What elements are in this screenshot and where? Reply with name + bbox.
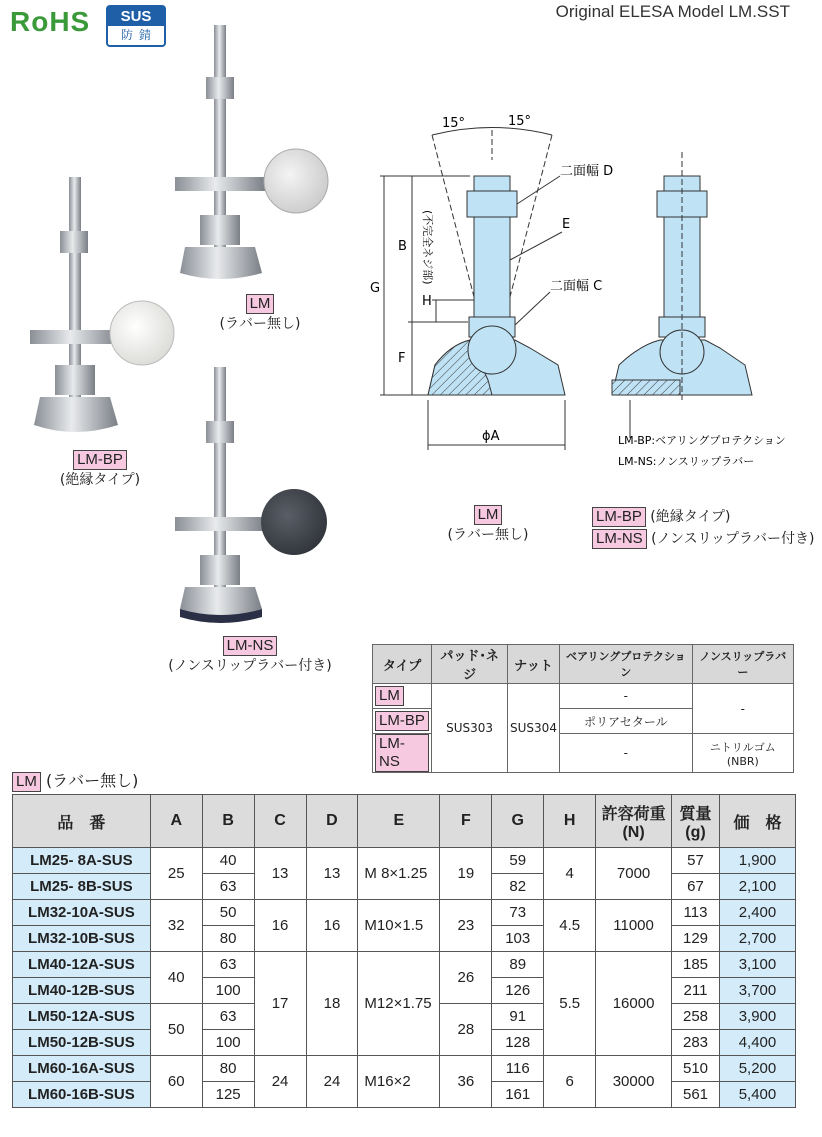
lm-photo-label (200, 294, 320, 334)
part-number: LM60-16A-SUS (13, 1056, 151, 1082)
spec-pad: SUS303 (432, 684, 508, 773)
product-table (12, 794, 796, 1108)
cell-price: 2,700 (719, 926, 795, 952)
cell-b: 63 (202, 874, 254, 900)
header-h: H (544, 795, 596, 848)
cell-g: 82 (492, 874, 544, 900)
cell-a: 50 (150, 1004, 202, 1056)
model-title: Original ELESA Model LM.SST (555, 2, 790, 21)
legend-lm (428, 505, 548, 545)
part-number: LM32-10A-SUS (13, 900, 151, 926)
spec-header: ノンスリップラバー (692, 645, 793, 684)
cell-c: 17 (254, 952, 306, 1056)
angle-right-label: 15° (508, 114, 532, 129)
cell-a: 40 (150, 952, 202, 1004)
incomplete-thread-label: (不完全ネジ部) (421, 210, 434, 285)
cell-h: 5.5 (544, 952, 596, 1056)
header-price: 価 格 (719, 795, 795, 848)
spec-header: ベアリングプロテクション (559, 645, 692, 684)
cell-b: 80 (202, 926, 254, 952)
spec-type-ns: LM-NS (375, 734, 429, 772)
photo-lmns (175, 367, 327, 623)
part-number: LM50-12A-SUS (13, 1004, 151, 1030)
part-number: LM40-12B-SUS (13, 978, 151, 1004)
lmns-caption: (ノンスリップラバー付き) (168, 658, 332, 674)
legend-bp-ns (592, 506, 815, 550)
cell-d: 13 (306, 848, 358, 900)
lmbp-photo-label (40, 450, 160, 490)
cell-price: 3,100 (719, 952, 795, 978)
table-row (13, 1056, 796, 1082)
cell-mass: 258 (672, 1004, 720, 1030)
spec-nut: SUS304 (508, 684, 560, 773)
cell-g: 91 (492, 1004, 544, 1030)
spec-type-bp: LM-BP (375, 711, 429, 731)
legend-ns-tag: LM-NS (592, 529, 647, 549)
cell-mass: 510 (672, 1056, 720, 1082)
cell-g: 116 (492, 1056, 544, 1082)
header-part-number: 品 番 (13, 795, 151, 848)
spec-type-cell (373, 709, 432, 734)
cell-mass: 283 (672, 1030, 720, 1056)
cell-e: M16×2 (358, 1056, 440, 1108)
cell-g: 73 (492, 900, 544, 926)
table-row (13, 952, 796, 978)
angle-left-label: 15° (442, 116, 466, 131)
legend-bp-caption: (絶縁タイプ) (650, 509, 731, 525)
lmns-photo-label (160, 636, 340, 676)
table-row (13, 848, 796, 874)
cell-c: 24 (254, 1056, 306, 1108)
spec-type-lm: LM (375, 686, 404, 706)
spec-bearing: - (559, 684, 692, 709)
label-d: 二面幅 D (560, 164, 614, 179)
cell-f: 36 (440, 1056, 492, 1108)
product-photos (0, 15, 370, 655)
section-caption: (ラバー無し) (45, 771, 139, 790)
spec-header: タイプ (373, 645, 432, 684)
cell-mass: 67 (672, 874, 720, 900)
spec-type-cell (373, 734, 432, 773)
photo-lm (175, 25, 328, 279)
label-e: E (562, 217, 571, 232)
cell-load: 11000 (596, 900, 672, 952)
dim-f: F (398, 351, 406, 366)
sus-badge-top: SUS (108, 7, 164, 26)
technical-drawing (370, 100, 810, 480)
dim-phi-a: ϕA (482, 429, 500, 444)
legend-lm-tag: LM (474, 505, 503, 525)
spec-row (373, 684, 794, 709)
part-number: LM25- 8A-SUS (13, 848, 151, 874)
cell-g: 59 (492, 848, 544, 874)
dim-h: H (422, 294, 432, 309)
lm-caption: (ラバー無し) (219, 316, 301, 332)
cell-f: 23 (440, 900, 492, 952)
part-number: LM25- 8B-SUS (13, 874, 151, 900)
header-f: F (440, 795, 492, 848)
cell-d: 24 (306, 1056, 358, 1108)
part-number: LM50-12B-SUS (13, 1030, 151, 1056)
header-a: A (150, 795, 202, 848)
spec-rubber: ニトリルゴム(NBR) (692, 734, 793, 773)
cell-b: 100 (202, 978, 254, 1004)
cell-a: 60 (150, 1056, 202, 1108)
cell-b: 100 (202, 1030, 254, 1056)
header-d: D (306, 795, 358, 848)
cell-e: M 8×1.25 (358, 848, 440, 900)
spec-header-row (373, 645, 794, 684)
header-g: G (492, 795, 544, 848)
cell-f: 26 (440, 952, 492, 1004)
cell-mass: 561 (672, 1082, 720, 1108)
cell-mass: 57 (672, 848, 720, 874)
cell-b: 125 (202, 1082, 254, 1108)
lmns-tag: LM-NS (223, 636, 278, 656)
cell-price: 4,400 (719, 1030, 795, 1056)
header-load (596, 795, 672, 848)
header-mass-2: (g) (685, 823, 706, 841)
cell-b: 63 (202, 952, 254, 978)
spec-bearing: ポリアセタール (559, 709, 692, 734)
cell-g: 128 (492, 1030, 544, 1056)
lm-tag: LM (246, 294, 275, 314)
part-number: LM32-10B-SUS (13, 926, 151, 952)
legend-bp-tag: LM-BP (592, 507, 646, 527)
spec-type-cell (373, 684, 432, 709)
cell-h: 6 (544, 1056, 596, 1108)
cell-g: 89 (492, 952, 544, 978)
cell-c: 13 (254, 848, 306, 900)
cell-load: 16000 (596, 952, 672, 1056)
header-c: C (254, 795, 306, 848)
part-number: LM40-12A-SUS (13, 952, 151, 978)
cell-mass: 113 (672, 900, 720, 926)
cell-g: 126 (492, 978, 544, 1004)
spec-header: パッド･ネジ (432, 645, 508, 684)
cell-b: 80 (202, 1056, 254, 1082)
photo-lmbp (30, 177, 174, 432)
cell-a: 25 (150, 848, 202, 900)
header-e: E (358, 795, 440, 848)
cell-price: 3,700 (719, 978, 795, 1004)
cell-load: 7000 (596, 848, 672, 900)
cell-c: 16 (254, 900, 306, 952)
cell-a: 32 (150, 900, 202, 952)
table-row (13, 900, 796, 926)
note-bp: LM-BP:ベアリングプロテクション (618, 434, 786, 447)
cell-g: 103 (492, 926, 544, 952)
cell-b: 50 (202, 900, 254, 926)
header-b: B (202, 795, 254, 848)
dim-b: B (398, 239, 407, 254)
header-load-2: (N) (622, 823, 645, 841)
cell-f: 19 (440, 848, 492, 900)
legend-ns-caption: (ノンスリップラバー付き) (651, 531, 815, 547)
part-number: LM60-16B-SUS (13, 1082, 151, 1108)
cell-b: 40 (202, 848, 254, 874)
dim-g: G (370, 281, 381, 296)
cell-price: 2,400 (719, 900, 795, 926)
cell-b: 63 (202, 1004, 254, 1030)
cell-price: 5,400 (719, 1082, 795, 1108)
table-header-row (13, 795, 796, 848)
cell-price: 1,900 (719, 848, 795, 874)
sus-badge-bottom: 防錆 (120, 28, 157, 42)
spec-bearing: - (559, 734, 692, 773)
cell-price: 5,200 (719, 1056, 795, 1082)
cell-mass: 185 (672, 952, 720, 978)
cell-e: M10×1.5 (358, 900, 440, 952)
cell-load: 30000 (596, 1056, 672, 1108)
spec-header: ナット (508, 645, 560, 684)
lmbp-tag: LM-BP (73, 450, 127, 470)
material-spec-table (372, 644, 794, 773)
cell-e: M12×1.75 (358, 952, 440, 1056)
section-title (12, 768, 138, 792)
cell-mass: 129 (672, 926, 720, 952)
rohs-logo: RoHS (10, 6, 91, 37)
cell-price: 2,100 (719, 874, 795, 900)
cell-d: 16 (306, 900, 358, 952)
note-ns: LM-NS:ノンスリップラバー (618, 455, 755, 468)
spec-rubber: - (692, 684, 793, 734)
cell-h: 4 (544, 848, 596, 900)
cell-h: 4.5 (544, 900, 596, 952)
cell-g: 161 (492, 1082, 544, 1108)
cell-f: 28 (440, 1004, 492, 1056)
cell-d: 18 (306, 952, 358, 1056)
label-c: 二面幅 C (550, 279, 603, 294)
header-load-1: 許容荷重 (601, 805, 666, 823)
header-mass (672, 795, 720, 848)
header-mass-1: 質量 (679, 805, 712, 823)
cell-price: 3,900 (719, 1004, 795, 1030)
lmbp-caption: (絶縁タイプ) (59, 472, 141, 488)
section-tag: LM (12, 772, 41, 792)
cell-mass: 211 (672, 978, 720, 1004)
legend-lm-caption: (ラバー無し) (447, 527, 529, 543)
